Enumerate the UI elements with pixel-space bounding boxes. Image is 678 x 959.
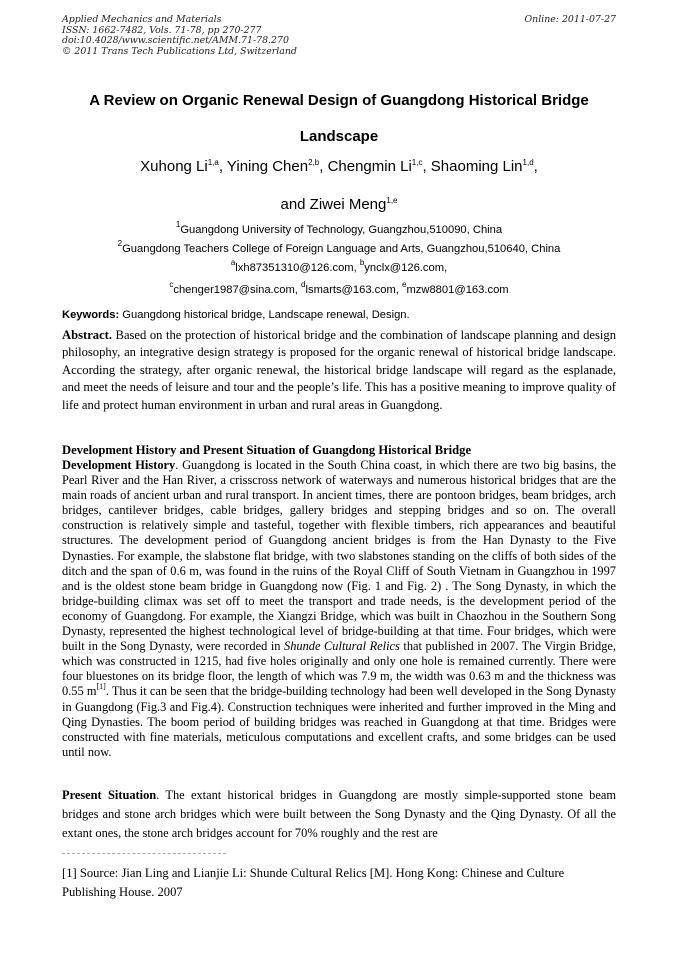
paragraph-text: . Thus it can be seen that the bridge-building technology had been well developed in the Song Dynasty in Guangdong (Fig.3 and Fig.4). Construction techniques were inherited and further improved in the Ming and Qing Dynasties. The boom period of building bridges was reached in Guangdong at that time. Bridges were constructed with fine materials, meticulous computations and excellent crafts, and some bridges can be used until now. [62, 684, 617, 759]
email-line-1 [30, 258, 648, 274]
email-mark: c [169, 280, 174, 289]
online-date: Online: 2011-07-27 [524, 14, 616, 25]
affiliation-2 [30, 239, 648, 255]
author-separator: , [422, 158, 431, 175]
affiliation-1 [30, 220, 648, 236]
paragraph-text: . The extant historical bridges in Guangdong are mostly simple-supported stone beam bridges and stone arch bridges which were built between the Song Dynasty and the Qing Dynasty. Of all the extant ones, the stone arch bridges account for 70% roughly and the rest are [62, 788, 616, 840]
email-mark: d [301, 280, 306, 289]
development-history-paragraph [62, 458, 616, 760]
author-name: Shaoming Lin [430, 158, 523, 175]
author-name: and Ziwei Meng [280, 196, 387, 213]
affiliation-text: Guangdong University of Technology, Guangzhou,510090, China [180, 224, 503, 236]
book-title: Shunde Cultural Relics [284, 639, 400, 654]
present-situation-label: Present Situation [62, 788, 157, 802]
journal-header [62, 15, 616, 57]
email-mark: b [359, 258, 365, 267]
email-mark: a [230, 258, 236, 267]
footnote: [1] Source: Jian Ling and Lianjie Li: Shunde Cultural Relics [M]. Hong Kong: Chinese and Culture Publishing House. 2007 [62, 866, 565, 899]
affiliation-mark: 1 [175, 220, 181, 229]
email-address[interactable]: lxh87351310@126.com, [235, 262, 360, 274]
footnote-divider [62, 853, 226, 854]
issn-line: ISSN: 1662-7482, Vols. 71-78, pp 270-277 [62, 24, 262, 36]
email-address[interactable]: chenger1987@sina.com, [173, 284, 302, 296]
author-affiliation-mark: 1,d [522, 158, 534, 167]
author-separator: , [533, 158, 538, 175]
keywords-label: Keywords: [62, 309, 120, 321]
author-separator: , [319, 158, 328, 175]
email-line-2 [30, 280, 648, 296]
affiliation-mark: 2 [117, 239, 123, 248]
paragraph-text: that published in 2007. The Virgin Bridge, which was constructed in 1215, had five holes originally and only one hole is remained currently. There were four bluestones on its bridge floor, the length of which was 7.9 m, the width was 0.63 m and the thickness was 0.55 m [62, 639, 617, 699]
keywords [62, 309, 616, 321]
paragraph-text: . Guangdong is located in the South China coast, in which there are two big basins, the Pearl River and the Han River, a crisscross network of waterways and numerous historical bridges that are the main roads of ancient urban and rural transport. In ancient times, there are pontoon bridges, beam bridges, arch bridges, cantilever bridges, cable bridges, gallery bridges and stepping bridges and so on. The overall construction is relatively simple and tasteful, together with flexible timbers, rich appearances and beautiful structures. The development period of Guangdong ancient bridges is from the Han Dynasty to the Five Dynasties. For example, the slabstone flat bridge, with two slabstones standing on the cliffs of both sides of the ditch and the span of 0.6 m, was found in the ruins of the Royal Cliff of South Vietnam in Guangzhou in 1997 and is the oldest stone beam bridge in Guangdong now (Fig. 1 and Fig. 2) . The Song Dynasty, in which the bridge-building climax was set off to meet the transport and trade needs, is the development period of the economy of Guangdong. For example, the Xiangzi Bridge, which was built in Chaozhou in the Southern Song Dynasty, represented the highest technological level of bridge-building at that time. Four bridges, which were built in the Song Dynasty, were recorded in [62, 458, 616, 654]
abstract-text: Based on the protection of historical bridge and the combination of landscape planning and design philosophy, an integrative design strategy is proposed for the organic renewal of historical bridge landscape. According the strategy, after organic renewal, the historical bridge landscape will regard as the esplanade, and meet the needs of leisure and tour and the people’s life. This has a positive meaning to improve quality of life and protect human environment in urban and rural areas in Guangdong. [62, 328, 616, 412]
author-name: Xuhong Li [140, 158, 208, 175]
author-affiliation-mark: 1,e [386, 196, 398, 205]
author-name: Yining Chen [226, 158, 309, 175]
abstract-label: Abstract. [62, 328, 113, 342]
author-affiliation-mark: 1,a [207, 158, 219, 167]
keywords-text: Guangdong historical bridge, Landscape renewal, Design. [119, 309, 410, 321]
paper-title-line-2: Landscape [299, 128, 379, 145]
development-history-label: Development History [62, 458, 176, 472]
affiliation-text: Guangdong Teachers College of Foreign Language and Arts, Guangzhou,510640, China [122, 243, 561, 255]
author-list-line-1 [30, 158, 648, 175]
author-separator: , [218, 158, 227, 175]
author-name: Chengmin Li [327, 158, 412, 175]
author-list-line-2 [30, 196, 648, 213]
abstract [62, 327, 616, 414]
email-address[interactable]: mzw8801@163.com [406, 284, 509, 296]
journal-name: Applied Mechanics and Materials [62, 14, 222, 25]
copyright-line: © 2011 Trans Tech Publications Ltd, Switzerland [62, 45, 297, 57]
doi-line[interactable]: doi:10.4028/www.scientific.net/AMM.71-78.270 [62, 35, 289, 47]
present-situation-paragraph [62, 786, 616, 843]
email-address[interactable]: ynclx@126.com, [364, 262, 448, 274]
author-affiliation-mark: 1,c [411, 158, 423, 167]
author-affiliation-mark: 2,b [308, 158, 320, 167]
email-mark: e [402, 280, 407, 289]
email-address[interactable]: lsmarts@163.com, [305, 284, 403, 296]
paper-title-line-1: A Review on Organic Renewal Design of Guangdong Historical Bridge [89, 92, 589, 109]
citation-ref[interactable]: [1] [96, 682, 106, 692]
section-heading: Development History and Present Situation of Guangdong Historical Bridge [62, 443, 472, 457]
